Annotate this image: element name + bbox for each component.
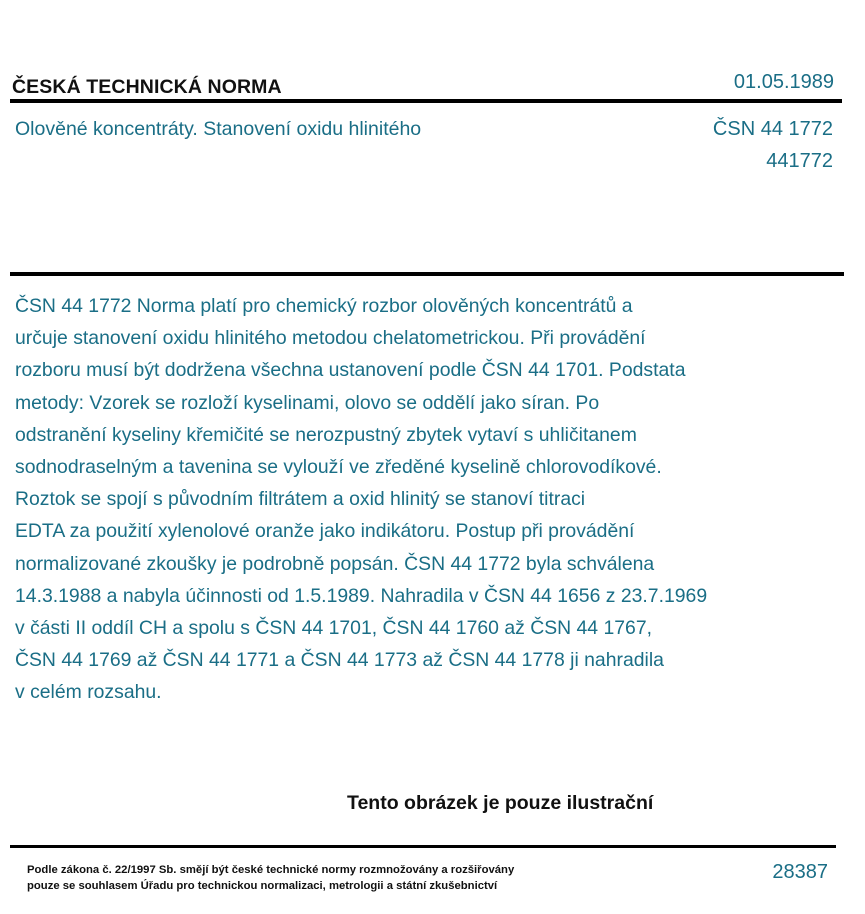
illustration-note: Tento obrázek je pouze ilustrační bbox=[347, 792, 654, 814]
legal-note-line: pouze se souhlasem Úřadu pro technickou normalizaci, metrologii a státní zkušebnictví bbox=[27, 880, 498, 892]
abstract-line: sodnodraselným a tavenina se vylouží ve zředěné kyselině chlorovodíkové. bbox=[15, 456, 662, 479]
abstract-line: ČSN 44 1772 Norma platí pro chemický rozbor olověných koncentrátů a bbox=[15, 295, 633, 317]
document-code: ČSN 44 1772 bbox=[712, 118, 833, 140]
top-divider bbox=[10, 99, 842, 103]
abstract-line: ČSN 44 1769 až ČSN 44 1771 a ČSN 44 1773 až ČSN 44 1778 ji nahradila bbox=[15, 649, 664, 672]
abstract-line: 14.3.1988 a nabyla účinnosti od 1.5.1989. Nahradila v ČSN 44 1656 z 23.7.1969 bbox=[15, 584, 708, 607]
document-classification: 441772 bbox=[766, 150, 833, 172]
abstract bbox=[15, 290, 815, 709]
header-date: 01.05.1989 bbox=[733, 71, 834, 93]
abstract-line: normalizované zkoušky je podrobně popsán. ČSN 44 1772 byla schválena bbox=[15, 552, 655, 575]
legal-note bbox=[27, 862, 514, 894]
bottom-divider bbox=[10, 845, 836, 848]
abstract-line: v celém rozsahu. bbox=[15, 681, 162, 704]
abstract-line: EDTA za použití xylenolové oranže jako indikátoru. Postup při provádění bbox=[15, 520, 635, 543]
abstract-line: odstranění kyseliny křemičité se nerozpustný zbytek vytaví s uhličitanem bbox=[15, 423, 637, 446]
abstract-line: Roztok se spojí s původním filtrátem a oxid hlinitý se stanoví titraci bbox=[15, 488, 586, 511]
header-title: ČESKÁ TECHNICKÁ NORMA bbox=[12, 76, 282, 98]
abstract-line: rozboru musí být dodržena všechna ustanovení podle ČSN 44 1701. Podstata bbox=[15, 359, 686, 382]
document-number: 28387 bbox=[772, 861, 828, 883]
document-title: Olověné koncentráty. Stanovení oxidu hlinitého bbox=[15, 118, 422, 140]
legal-note-line: Podle zákona č. 22/1997 Sb. smějí být české technické normy rozmnožovány a rozšiřovány bbox=[27, 864, 515, 876]
abstract-line: metody: Vzorek se rozloží kyselinami, olovo se oddělí jako síran. Po bbox=[15, 391, 600, 414]
abstract-line: určuje stanovení oxidu hlinitého metodou chelatometrickou. Při provádění bbox=[15, 327, 646, 350]
abstract-line: v části II oddíl CH a spolu s ČSN 44 1701, ČSN 44 1760 až ČSN 44 1767, bbox=[15, 617, 653, 640]
middle-divider bbox=[10, 272, 844, 276]
